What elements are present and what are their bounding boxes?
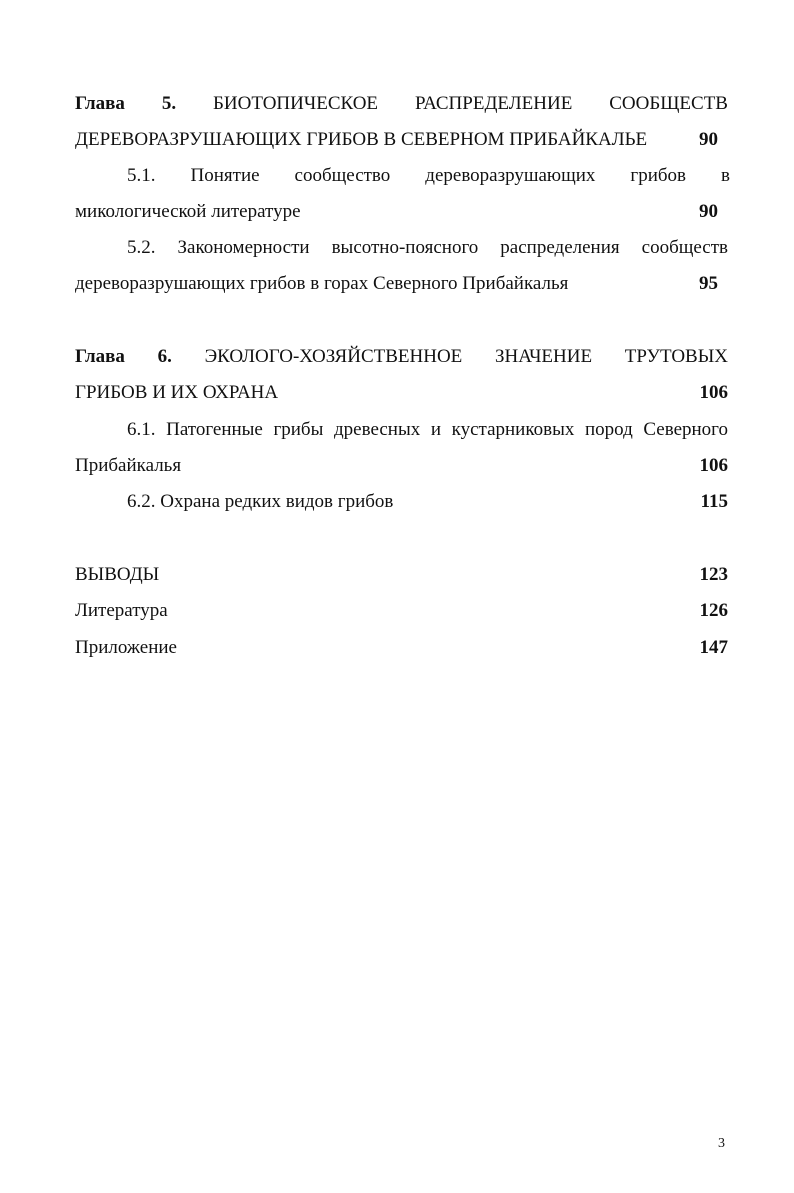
- chapter6-heading-line2: [75, 379, 728, 407]
- appendix-title: Приложение: [75, 637, 177, 658]
- chapter6-title-line2: ГРИБОВ И ИХ ОХРАНА: [75, 382, 279, 403]
- conclusions-page: 123: [699, 564, 728, 585]
- literature-title: Литература: [75, 600, 168, 621]
- section-5-2-title-line1: 5.2. Закономерности высотно-поясного распределения сообществ: [127, 237, 728, 258]
- section-5-1-line1: [75, 162, 730, 190]
- chapter6-title-line1: ЭКОЛОГО-ХОЗЯЙСТВЕННОЕ ЗНАЧЕНИЕ ТРУТОВЫХ: [204, 346, 729, 367]
- section-6-1-line2: [75, 452, 728, 480]
- chapter5-number: 5.: [161, 93, 177, 114]
- section-6-1-page: 106: [699, 455, 728, 476]
- chapter6-number: 6.: [157, 346, 172, 367]
- section-6-2-line: [75, 488, 728, 516]
- section-6-2-page: 115: [700, 491, 728, 512]
- section-5-2-title-line2: дереворазрушающих грибов в горах Северного Прибайкалья: [75, 273, 569, 294]
- chapter5-heading-line2: [75, 126, 728, 154]
- conclusions-title: ВЫВОДЫ: [75, 564, 160, 585]
- section-6-2-title: 6.2. Охрана редких видов грибов: [127, 491, 394, 512]
- section-6-1-title-line1: 6.1. Патогенные грибы древесных и кустарниковых пород Северного: [127, 419, 728, 440]
- section-6-1-line1: [75, 416, 728, 444]
- conclusions-line: [75, 561, 728, 589]
- chapter5-title-line2: ДЕРЕВОРАЗРУШАЮЩИХ ГРИБОВ В СЕВЕРНОМ ПРИБАЙКАЛЬЕ: [75, 129, 648, 150]
- section-5-1-page: 90: [699, 201, 718, 222]
- section-5-2-page: 95: [699, 273, 718, 294]
- appendix-page: 147: [699, 637, 728, 658]
- section-5-2-line2: [75, 270, 728, 298]
- literature-line: [75, 597, 728, 625]
- page-number: 3: [718, 1136, 725, 1151]
- chapter5-heading-line1: [75, 90, 728, 118]
- literature-page: 126: [699, 600, 728, 621]
- section-5-1-line2: [75, 198, 728, 226]
- section-6-1-title-line2: Прибайкалья: [75, 455, 182, 476]
- chapter5-title-line1: БИОТОПИЧЕСКОЕ РАСПРЕДЕЛЕНИЕ СООБЩЕСТВ: [213, 93, 728, 114]
- section-5-1-title-line2: микологической литературе: [75, 201, 301, 222]
- appendix-line: [75, 634, 728, 662]
- section-5-2-line1: [75, 234, 728, 262]
- chapter6-label: Глава: [75, 346, 125, 367]
- section-5-1-title-line1: 5.1. Понятие сообщество дереворазрушающих грибов в: [127, 165, 730, 186]
- chapter6-page: 106: [699, 382, 728, 403]
- chapter6-heading-line1: [75, 343, 728, 371]
- chapter5-label: Глава: [75, 93, 125, 114]
- chapter5-page: 90: [699, 129, 718, 150]
